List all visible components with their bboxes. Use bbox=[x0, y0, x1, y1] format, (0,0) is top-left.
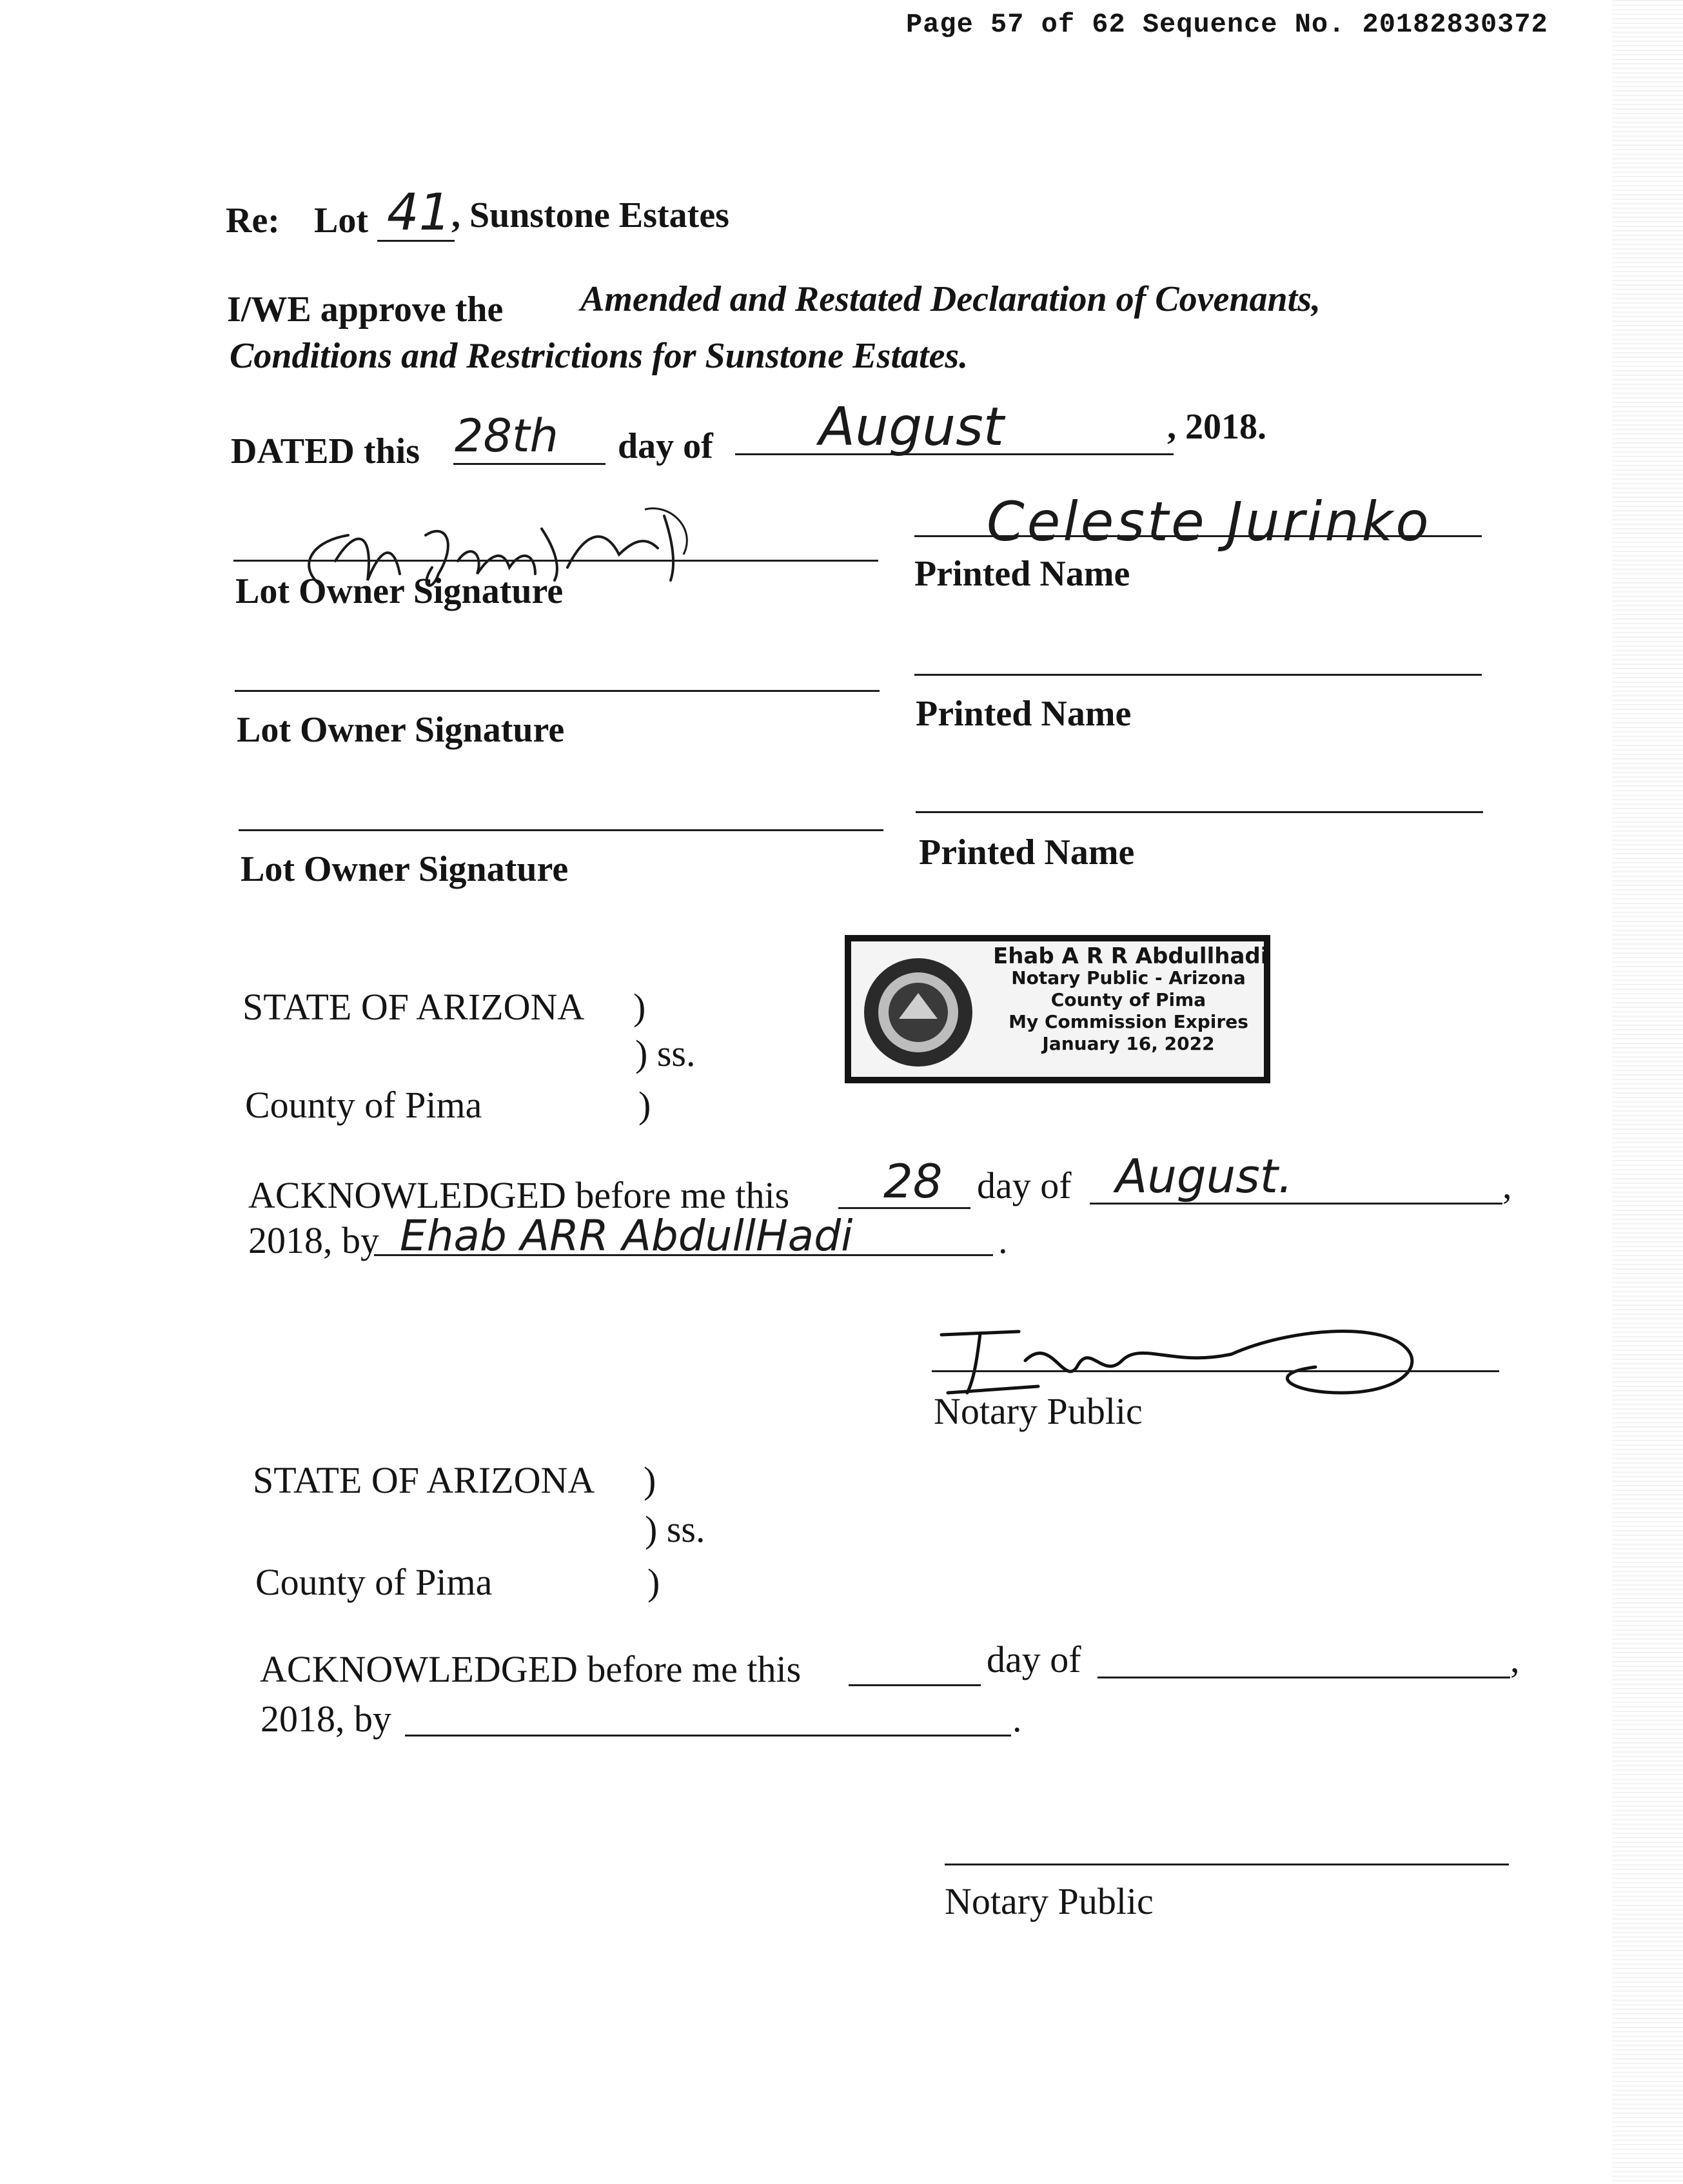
notary-seal-stamp bbox=[845, 935, 1270, 1083]
notary-2-county-paren: ) bbox=[647, 1561, 660, 1603]
notary-1-ack-prefix: ACKNOWLEDGED before me this bbox=[248, 1174, 790, 1216]
dated-year: , 2018. bbox=[1167, 407, 1266, 447]
notary-2-ack-period: . bbox=[1012, 1698, 1022, 1740]
estate-name: , Sunstone Estates bbox=[451, 195, 729, 235]
notary-1-ack-month-line bbox=[1090, 1203, 1502, 1205]
notary-2-state: STATE OF ARIZONA bbox=[253, 1459, 595, 1501]
notary-1-county: County of Pima bbox=[245, 1084, 482, 1126]
dated-month-handwritten: August bbox=[819, 397, 1004, 458]
notary-1-ack-year: 2018, by bbox=[248, 1219, 379, 1261]
owner-2-printed-name-line bbox=[914, 674, 1482, 676]
dated-day-line bbox=[453, 463, 605, 465]
notary-1-ack-day-line bbox=[838, 1207, 970, 1209]
notary-2-ack-month-line bbox=[1097, 1677, 1510, 1678]
notary-2-ack-day-line bbox=[849, 1684, 981, 1686]
notary-1-ack-by-line bbox=[374, 1254, 993, 1256]
notary-2-ack-by-line bbox=[405, 1735, 1011, 1736]
dated-day-handwritten: 28th bbox=[455, 409, 558, 462]
notary-1-state-paren: ) bbox=[633, 986, 646, 1028]
arizona-state-seal-icon bbox=[860, 954, 976, 1070]
notary-1-state: STATE OF ARIZONA bbox=[242, 986, 585, 1028]
notary-2-state-paren: ) bbox=[644, 1459, 656, 1501]
owner-1-signature-line bbox=[233, 560, 878, 562]
dated-month-line bbox=[735, 453, 1174, 455]
approval-italic-line2: Conditions and Restrictions for Sunstone Estates. bbox=[230, 336, 969, 376]
seal-title: Notary Public - Arizona bbox=[1011, 967, 1246, 989]
dated-prefix: DATED this bbox=[231, 431, 420, 471]
notary-2-ack-middle: day of bbox=[987, 1638, 1081, 1680]
owner-1-printed-name-label: Printed Name bbox=[914, 554, 1130, 594]
notary-1-ack-middle: day of bbox=[977, 1165, 1072, 1206]
notary-2-signature-line bbox=[945, 1864, 1509, 1865]
seal-commission: My Commission Expires bbox=[1009, 1011, 1248, 1032]
notary-1-signature-line bbox=[932, 1370, 1499, 1372]
notary-2-ack-year: 2018, by bbox=[261, 1698, 391, 1740]
notary-1-ss: ) ss. bbox=[635, 1032, 696, 1074]
notary-1-label: Notary Public bbox=[934, 1390, 1143, 1432]
approval-italic-line1: Amended and Restated Declaration of Covenants, bbox=[580, 279, 1321, 319]
notary-1-ack-comma: , bbox=[1502, 1165, 1512, 1206]
seal-expires: January 16, 2022 bbox=[1042, 1033, 1215, 1054]
owner-2-signature-label: Lot Owner Signature bbox=[237, 710, 565, 750]
owner-2-signature-line bbox=[235, 690, 880, 692]
scan-edge-noise bbox=[1612, 0, 1683, 2184]
notary-2-ack-comma: , bbox=[1510, 1638, 1520, 1680]
notary-1-ack-month-handwritten: August. bbox=[1116, 1149, 1293, 1203]
seal-county: County of Pima bbox=[1050, 989, 1206, 1010]
notary-1-ack-day-handwritten: 28 bbox=[883, 1154, 943, 1208]
lot-number-line bbox=[377, 240, 455, 242]
owner-2-printed-name-label: Printed Name bbox=[916, 694, 1132, 734]
re-label: Re: bbox=[226, 201, 280, 241]
notary-2-ack-prefix: ACKNOWLEDGED before me this bbox=[260, 1648, 802, 1690]
notary-2-label: Notary Public bbox=[945, 1880, 1154, 1922]
page-sequence-header: Page 57 of 62 Sequence No. 20182830372 bbox=[906, 9, 1548, 40]
owner-3-signature-line bbox=[239, 829, 883, 831]
notary-1-ack-period: . bbox=[998, 1219, 1008, 1261]
owner-1-printed-name-line bbox=[914, 535, 1482, 537]
lot-number-handwritten: 41 bbox=[387, 184, 451, 242]
owner-3-printed-name-label: Printed Name bbox=[919, 832, 1135, 872]
owner-1-signature-label: Lot Owner Signature bbox=[235, 571, 564, 611]
lot-label: Lot bbox=[314, 201, 368, 241]
dated-middle: day of bbox=[618, 426, 713, 466]
notary-2-ss: ) ss. bbox=[645, 1508, 705, 1550]
owner-1-printed-name-handwritten: Celeste Jurinko bbox=[987, 490, 1432, 553]
owner-3-printed-name-line bbox=[916, 811, 1483, 813]
approval-prefix: I/WE approve the bbox=[227, 290, 504, 330]
owner-3-signature-label: Lot Owner Signature bbox=[241, 849, 569, 889]
notary-2-county: County of Pima bbox=[255, 1561, 493, 1603]
notary-1-ack-by-handwritten: Ehab ARR AbdullHadi bbox=[400, 1211, 853, 1261]
seal-notary-name: Ehab A R R Abdullhadi bbox=[993, 943, 1268, 969]
notary-1-county-paren: ) bbox=[638, 1084, 651, 1126]
